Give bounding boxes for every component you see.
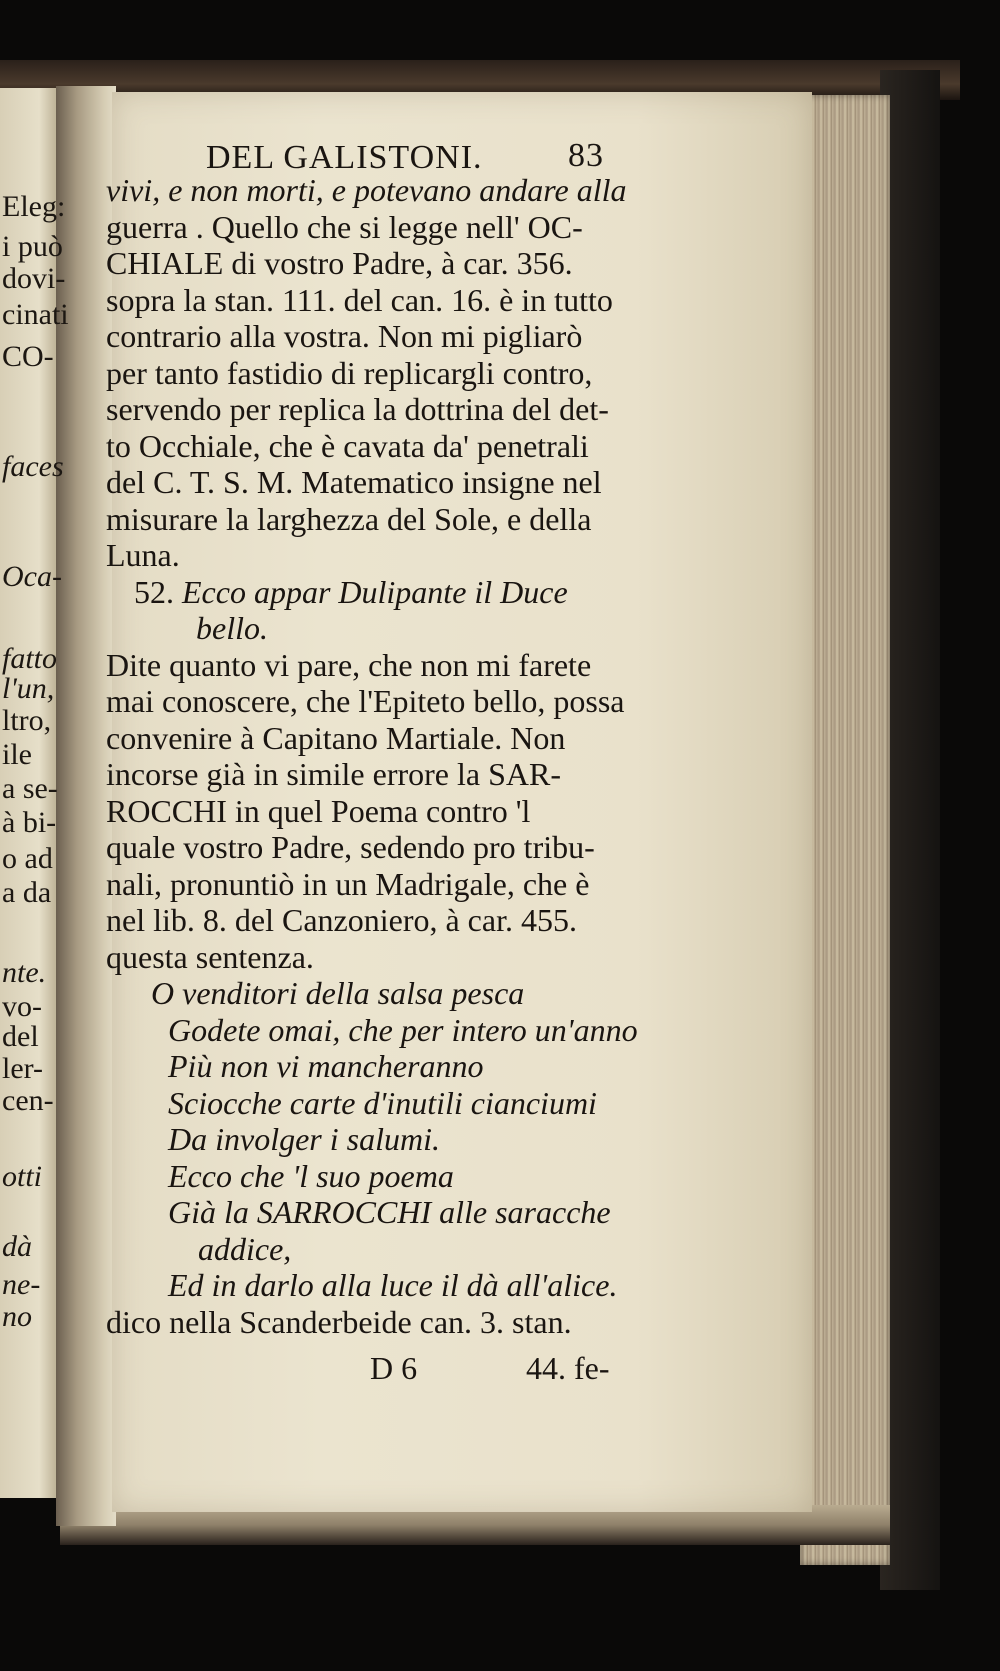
left-fragment: dà [2,1230,32,1263]
left-fragment: dovi- [2,262,66,295]
left-fragment: cinati [2,298,69,331]
running-head: DEL GALISTONI. [206,139,483,176]
text-line: quale vostro Padre, sedendo pro tribu- [106,829,595,865]
catchword: 44. fe- [526,1350,610,1386]
left-fragment: a da [2,876,52,909]
left-fragment: Eleg: [2,190,66,223]
verse-line: Sciocche carte d'inutili cianciumi [168,1084,597,1121]
text-line: servendo per replica la dottrina del det- [106,391,609,427]
text-line: misurare la larghezza del Sole, e della [106,500,592,537]
stanza-quote-continuation: bello. [196,610,268,646]
left-fragment: cen- [2,1084,54,1117]
text-line: to Occhiale, che è cavata da' penetrali [106,427,589,464]
left-fragment: fatto [2,642,58,675]
verse-line: Più non vi mancheranno [168,1048,484,1084]
text-line: per tanto fastidio di replicargli contro, [106,354,593,391]
left-fragment: ler- [2,1052,44,1085]
text-line: del C. T. S. M. Matematico insigne nel [106,464,602,500]
text-line: CHIALE di vostro Padre, à car. 356. [106,245,573,281]
verse-line: O venditori della salsa pesca [151,975,525,1011]
verse-line: Ed in darlo alla luce il dà all'alice. [168,1267,618,1303]
left-fragment: no [2,1300,32,1333]
left-fragment: vo- [2,990,42,1023]
stanza-heading [106,574,696,611]
left-fragment: ltro, [2,704,52,737]
text-line: incorse già in simile errore la SAR- [106,756,561,792]
left-page [0,88,69,1498]
page-header [106,130,696,176]
page-number: 83 [568,137,604,174]
text-line: vivi, e non morti, e potevano andare alla [106,172,627,208]
right-page-text [106,130,696,1390]
left-fragment: ne- [2,1268,41,1301]
verse-line: Già la SARROCCHI alle saracche [168,1194,611,1230]
page-fore-edge [800,95,890,1565]
madrigal-verses [106,975,696,1304]
verse-line: addice, [198,1230,292,1267]
text-line: nel lib. 8. del Canzoniero, à car. 455. [106,902,577,938]
text-line: sopra la stan. 111. del can. 16. è in tutto [106,281,613,318]
verse-line: Da involger i salumi. [168,1121,440,1157]
stanza-quote: Ecco appar Dulipante il Duce [182,573,568,610]
left-fragment: i può [2,230,63,263]
text-line: Dite quanto vi pare, che non mi farete [106,646,592,683]
left-fragment: o ad [2,842,53,875]
left-page-text-fragments [0,88,69,1498]
left-fragment: otti [2,1160,43,1193]
text-line: Luna. [106,537,180,573]
last-line: dico nella Scanderbeide can. 3. stan. [106,1303,572,1340]
verse-line: Ecco che 'l suo poema [168,1157,454,1194]
left-fragment: CO- [2,340,54,373]
text-line: convenire à Capitano Martiale. Non [106,719,566,756]
left-fragment: ile [2,738,32,771]
verse-line: Godete omai, che per intero un'anno [168,1011,638,1048]
paragraph-middle [106,647,696,976]
left-fragment: l'un, [2,672,55,705]
text-line: guerra . Quello che si legge nell' OC- [106,208,583,245]
text-line: nali, pronuntiò in un Madrigale, che è [106,865,590,902]
stanza-number: 52. [134,573,174,610]
text-line: mai conoscere, che l'Epiteto bello, possa [106,683,625,719]
text-line: contrario alla vostra. Non mi pigliarò [106,318,583,354]
left-fragment: del [2,1020,39,1053]
left-fragment: nte. [2,956,47,989]
paragraph-top [106,172,696,574]
text-line: ROCCHI in quel Poema contro 'l [106,792,531,829]
page-footer [106,1350,696,1390]
left-fragment: à bi- [2,806,57,839]
left-fragment: faces [2,450,64,483]
left-fragment: a se- [2,772,58,805]
text-line: questa sentenza. [106,938,314,975]
signature-mark: D 6 [370,1350,418,1386]
left-fragment: Oca- [2,560,62,593]
